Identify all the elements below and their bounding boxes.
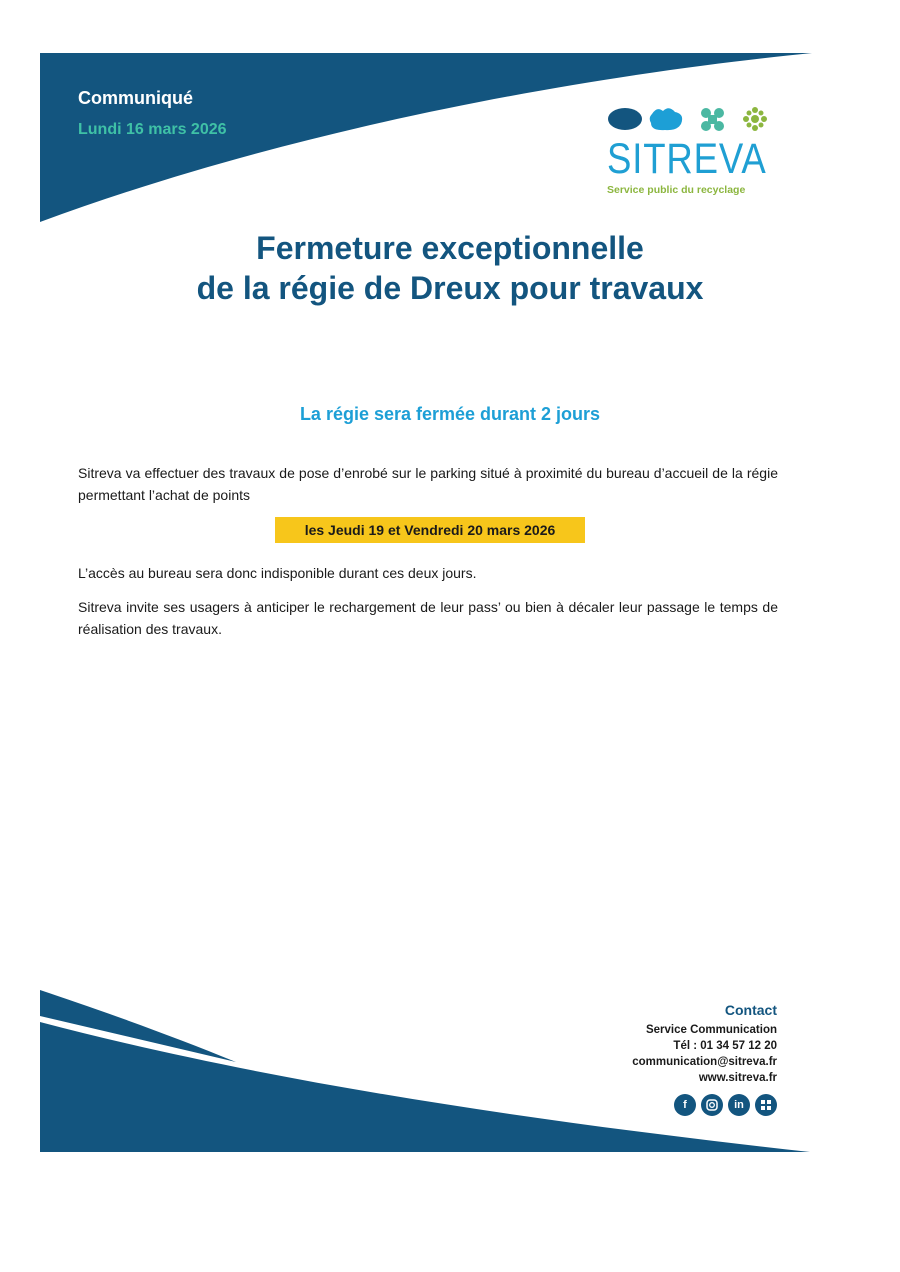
linkedin-icon[interactable]: in (728, 1094, 750, 1116)
communique-label: Communiqué (78, 88, 193, 108)
logo-wordmark: SITREVA (607, 135, 767, 183)
communique-date: Lundi 16 mars 2026 (78, 121, 227, 138)
contact-phone[interactable]: Tél : 01 34 57 12 20 (673, 1040, 777, 1052)
facebook-icon[interactable]: f (674, 1094, 696, 1116)
contact-email[interactable]: communication@sitreva.fr (632, 1056, 777, 1068)
logo-tagline: Service public du recyclage (607, 184, 746, 196)
paragraph-2: L’accès au bureau sera donc indisponible durant ces deux jours. (78, 565, 477, 581)
instagram-icon[interactable] (701, 1094, 723, 1116)
paragraph-1: Sitreva va effectuer des travaux de pose d’enrobé sur le parking situé à proximité du bureau d’accueil de la régie permettant l’achat de points (78, 465, 778, 503)
contact-title: Contact (724, 1002, 777, 1018)
subheading: La régie sera fermée durant 2 jours (299, 404, 601, 424)
headline-line-2: de la régie de Dreux pour travaux (196, 270, 704, 306)
contact-website[interactable]: www.sitreva.fr (698, 1072, 777, 1084)
date-highlight: les Jeudi 19 et Vendredi 20 mars 2026 (275, 517, 585, 543)
headline-line-1: Fermeture exceptionnelle (256, 230, 644, 266)
paragraph-3: Sitreva invite ses usagers à anticiper le rechargement de leur pass’ ou bien à décaler leur passage le temps de réalisation des travaux. (78, 599, 778, 637)
contact-service: Service Communication (645, 1024, 777, 1036)
app-icon[interactable] (755, 1094, 777, 1116)
